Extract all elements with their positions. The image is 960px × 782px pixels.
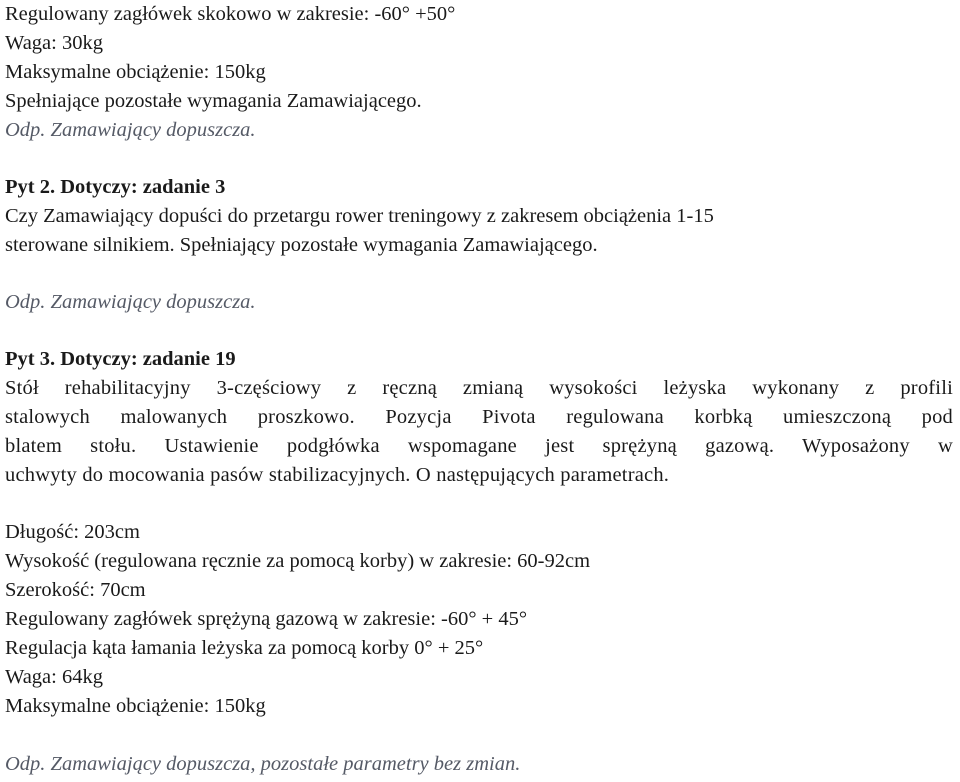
question-3-label: Pyt 3. (5, 348, 56, 370)
spec-line-weight: Waga: 30kg (5, 32, 103, 54)
param-headrest: Regulowany zagłówek sprężyną gazową w zakresie: -60° + 45° (5, 608, 528, 630)
question-2-text-line-1: Czy Zamawiający dopuści do przetargu rower treningowy z zakresem obciążenia 1-15 (5, 205, 714, 227)
question-3-text-line-1: Stół rehabilitacyjny 3-częściowy z ręczną zmianą wysokości leżyska wykonany z profili (5, 377, 953, 399)
question-3-text-line-2: stalowych malowanych proszkowo. Pozycja Pivota regulowana korbką umieszczoną pod (5, 406, 953, 428)
answer-2: Odp. Zamawiający dopuszcza. (5, 291, 256, 313)
question-2-title: Dotyczy: zadanie 3 (55, 176, 226, 198)
spec-line-requirements: Spełniające pozostałe wymagania Zamawiającego. (5, 90, 422, 112)
question-3-title: Dotyczy: zadanie 19 (55, 348, 236, 370)
param-max-load: Maksymalne obciążenie: 150kg (5, 695, 266, 717)
param-width: Szerokość: 70cm (5, 579, 146, 601)
answer-1: Odp. Zamawiający dopuszcza. (5, 119, 256, 141)
question-3-text-line-3: blatem stołu. Ustawienie podgłówka wspomagane jest sprężyną gazową. Wyposażony w (5, 435, 953, 457)
question-2-label: Pyt 2. (5, 176, 56, 198)
param-height: Wysokość (regulowana ręcznie za pomocą korby) w zakresie: 60-92cm (5, 550, 591, 572)
param-length: Długość: 203cm (5, 521, 140, 543)
param-angle: Regulacja kąta łamania leżyska za pomocą korby 0° + 25° (5, 637, 484, 659)
param-weight: Waga: 64kg (5, 666, 103, 688)
question-2-text-line-2: sterowane silnikiem. Spełniający pozostałe wymagania Zamawiającego. (5, 234, 598, 256)
spec-line-headrest: Regulowany zagłówek skokowo w zakresie: -60° +50° (5, 3, 456, 25)
question-3-heading (5, 345, 236, 374)
question-3-text-line-4: uchwyty do mocowania pasów stabilizacyjnych. O następujących parametrach. (5, 464, 670, 486)
question-2-heading (5, 173, 225, 202)
spec-line-max-load: Maksymalne obciążenie: 150kg (5, 61, 266, 83)
answer-3: Odp. Zamawiający dopuszcza, pozostałe parametry bez zmian. (5, 753, 521, 775)
